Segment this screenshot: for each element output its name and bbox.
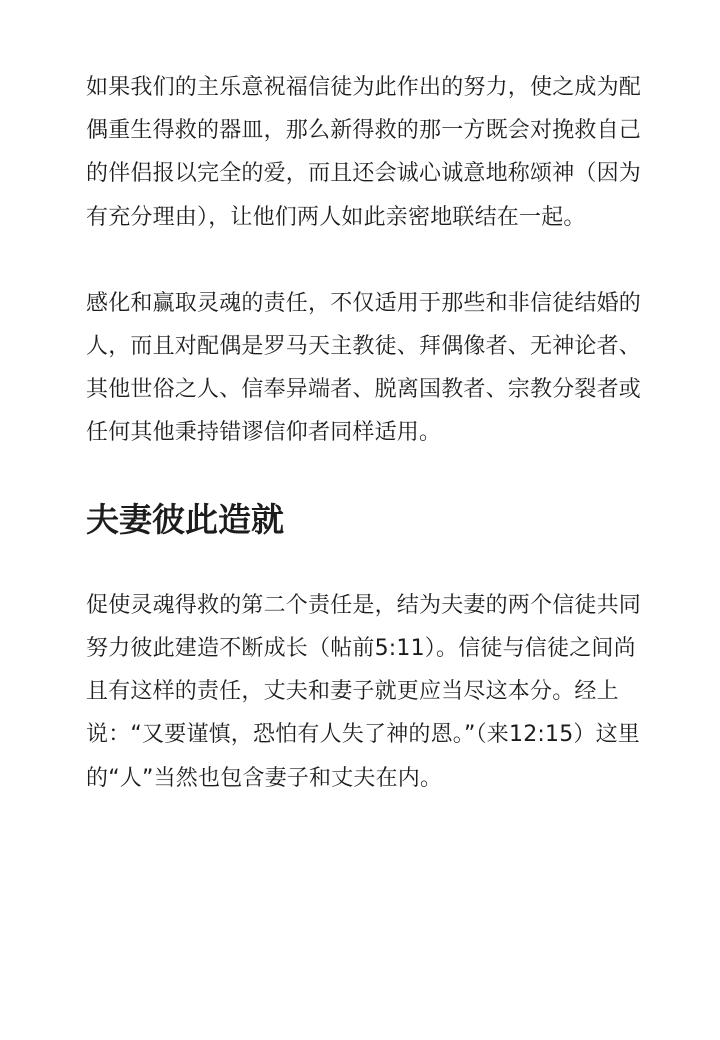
paragraph-2: 感化和赢取灵魂的责任，不仅适用于那些和非信徒结婚的人，而且对配偶是罗马天主教徒、拜偶像者、无神论者、其他世俗之人、信奉异端者、脱离国教者、宗教分裂者或任何其他秉持错谬信仰者同样适用。 [86,290,642,446]
article-body [86,66,646,800]
paragraph-3: 促使灵魂得救的第二个责任是，结为夫妻的两个信徒共同努力彼此建造不断成长（帖前5:11）。信徒与信徒之间尚且有这样的责任，丈夫和妻子就更应当尽这本分。经上说：“又要谨慎，恐怕有人失了神的恩。”（来12:15）这里的“人”当然也包含妻子和丈夫在内。 [86,592,642,791]
paragraph-1: 如果我们的主乐意祝福信徒为此作出的努力，使之成为配偶重生得救的器皿，那么新得救的那一方既会对挽救自己的伴侣报以完全的爱，而且还会诚心诚意地称颂神（因为有充分理由），让他们两人如此亲密地联结在一起。 [86,75,642,230]
section-heading: 夫妻彼此造就 [86,499,284,539]
